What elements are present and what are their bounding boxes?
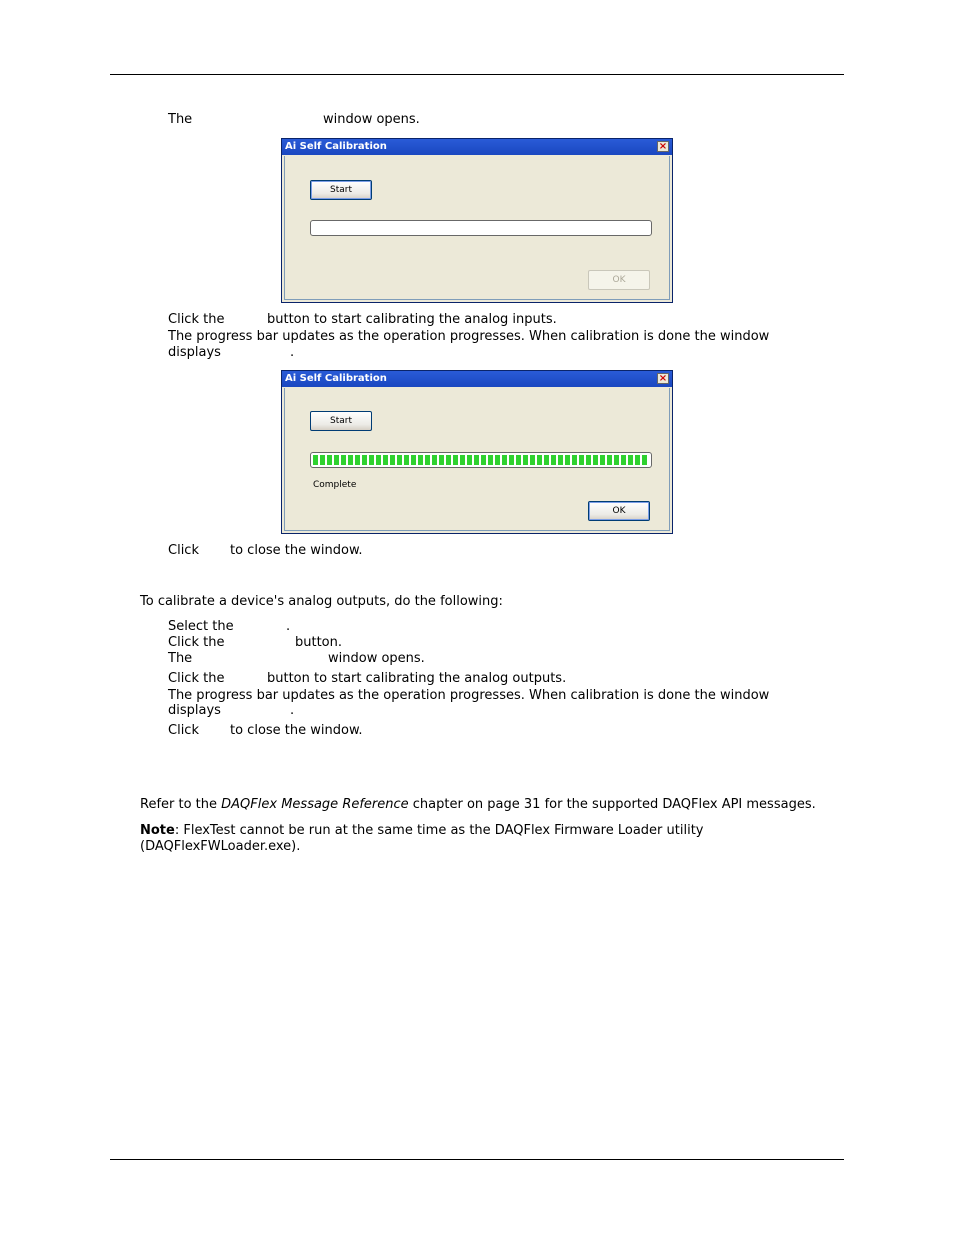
note-line1 <box>140 823 704 839</box>
ao-click-ok-lead: Click <box>168 723 199 738</box>
ao-window-opens-tail: window opens. <box>328 651 425 666</box>
window-body <box>284 388 670 531</box>
footer-rule <box>110 1159 844 1160</box>
intro-lead: The <box>168 112 193 127</box>
progress-note-line2-lead: displays <box>168 345 221 360</box>
close-icon[interactable]: × <box>658 373 668 384</box>
step-click-ok-lead: Click <box>168 543 199 558</box>
note-line2: (DAQFlexFWLoader.exe). <box>140 839 301 854</box>
step-click-start-lead: Click the <box>168 312 225 327</box>
close-icon[interactable]: × <box>658 141 668 152</box>
progress-bar <box>310 452 652 468</box>
header-rule <box>110 74 844 75</box>
step-click-ok-tail: to close the window. <box>230 543 363 558</box>
ao-progress-line2-tail: . <box>290 703 295 718</box>
ao-click-button-lead: Click the <box>168 635 225 650</box>
ao-intro: To calibrate a device's analog outputs, do the following: <box>140 594 503 609</box>
ao-select-lead: Select the <box>168 619 234 634</box>
ao-progress-line1: The progress bar updates as the operation progresses. When calibration is done the window <box>168 688 770 703</box>
window-body <box>284 156 670 300</box>
ao-click-button-tail: button. <box>295 635 343 650</box>
note-text: : FlexTest cannot be run at the same time as the DAQFlex Firmware Loader utility <box>174 823 704 838</box>
window-title: Ai Self Calibration <box>285 373 387 384</box>
refer-paragraph <box>140 797 816 813</box>
window-title: Ai Self Calibration <box>285 141 387 152</box>
ao-click-start-tail: button to start calibrating the analog outputs. <box>267 671 567 686</box>
progress-fill <box>313 455 649 465</box>
note-label: Note <box>140 823 175 838</box>
window-titlebar <box>282 139 672 155</box>
progress-bar <box>310 220 652 236</box>
step-click-start-tail: button to start calibrating the analog inputs. <box>267 312 557 327</box>
ai-self-calibration-window-initial <box>281 138 673 303</box>
ao-click-ok-tail: to close the window. <box>230 723 363 738</box>
ao-window-opens-lead: The <box>168 651 193 666</box>
refer-link: DAQFlex Message Reference <box>221 797 409 812</box>
start-button[interactable]: Start <box>310 180 372 200</box>
ao-click-start-lead: Click the <box>168 671 225 686</box>
refer-post: chapter on page 31 for the supported DAQFlex API messages. <box>408 797 816 812</box>
window-titlebar <box>282 371 672 387</box>
refer-pre: Refer to the <box>140 797 222 812</box>
status-text: Complete <box>313 480 357 490</box>
ok-button[interactable]: OK <box>588 501 650 521</box>
ai-self-calibration-window-complete <box>281 370 673 534</box>
progress-note-line2-tail: . <box>290 345 295 360</box>
ao-select-tail: . <box>286 619 291 634</box>
progress-note-line1: The progress bar updates as the operation progresses. When calibration is done the window <box>168 329 770 344</box>
ao-progress-line2-lead: displays <box>168 703 221 718</box>
intro-tail: window opens. <box>323 112 420 127</box>
ok-button[interactable]: OK <box>588 270 650 290</box>
start-button[interactable]: Start <box>310 411 372 431</box>
